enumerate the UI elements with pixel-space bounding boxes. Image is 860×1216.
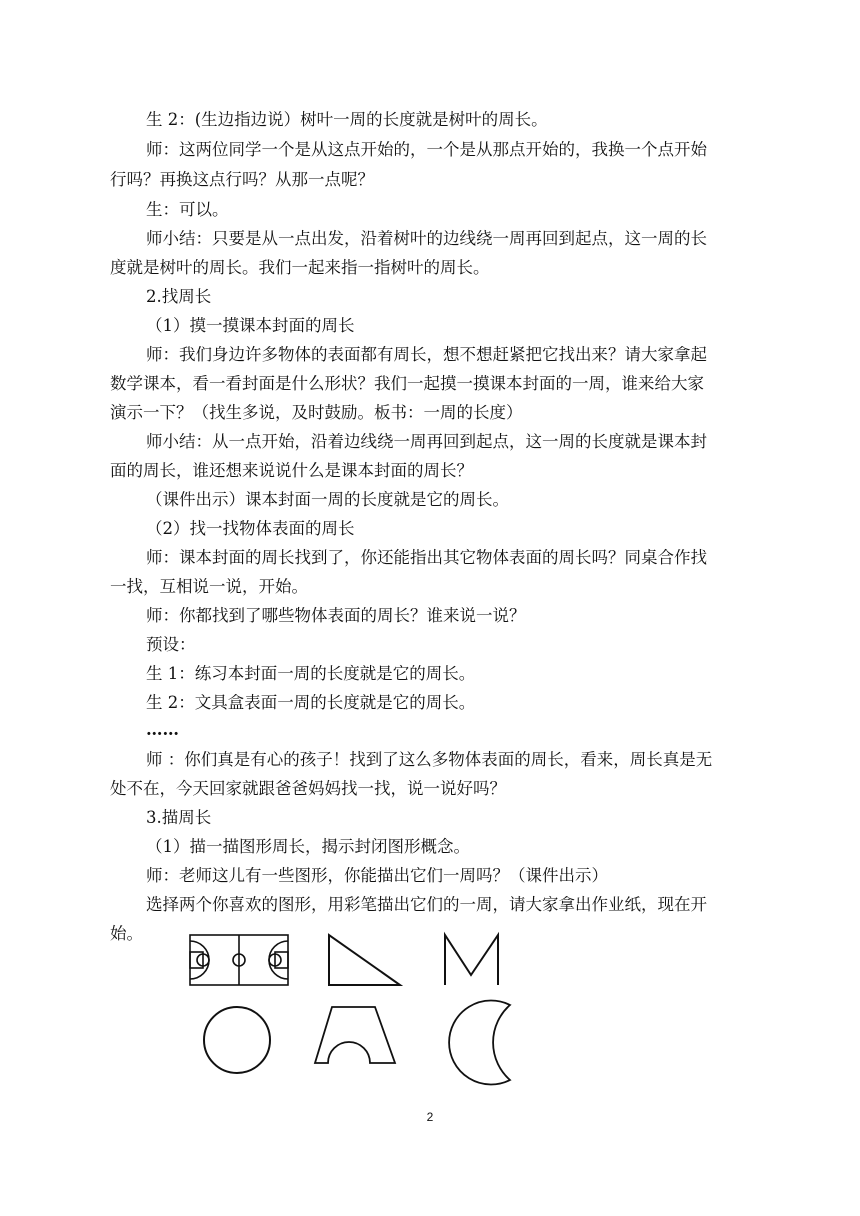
text-line: 生：可以。 [146,200,229,219]
section-heading: 3.描周长 [146,808,212,827]
text-line: 选择两个你喜欢的图形，用彩笔描出它们的一周，请大家拿出作业纸，现在开 [146,895,707,914]
text-line: 始。 [110,924,143,943]
subsection-heading: （2）找一找物体表面的周长 [146,519,355,538]
text-line: 生 1：练习本封面一周的长度就是它的周长。 [146,664,476,683]
text-line: 师小结：从一点开始，沿着边线绕一周再回到起点，这一周的长度就是课本封 [146,432,707,451]
subsection-heading: （1）描一描图形周长，揭示封闭图形概念。 [146,837,470,856]
ellipsis-line: …… [146,720,179,739]
text-line: 师：老师这儿有一些图形，你能描出它们一周吗？（课件出示） [146,866,608,885]
circle-shape [204,1007,270,1073]
subsection-heading: （1）摸一摸课本封面的周长 [146,316,355,335]
section-heading: 2.找周长 [146,287,212,306]
text-line: 一找，互相说一说，开始。 [110,577,308,596]
text-line: 师：我们身边许多物体的表面都有周长，想不想赶紧把它找出来？请大家拿起 [146,345,707,364]
basketball-court-shape [190,935,288,985]
text-line: 数学课本，看一看封面是什么形状？我们一起摸一摸课本封面的一周，谁来给大家 [110,374,704,393]
right-triangle-shape [329,935,400,985]
text-line: 师：课本封面的周长找到了，你还能指出其它物体表面的周长吗？同桌合作找 [146,548,707,567]
letter-m-shape [445,935,498,985]
text-line: 行吗？再换这点行吗？从那一点呢？ [110,170,374,189]
text-line: 师：这两位同学一个是从这点开始的，一个是从那点开始的，我换一个点开始 [146,140,707,159]
text-line: 师小结：只要是从一点出发，沿着树叶的边线绕一周再回到起点，这一周的长 [146,229,707,248]
text-line: 处不在，今天回家就跟爸爸妈妈找一找，说一说好吗？ [110,779,506,798]
text-line: 面的周长，谁还想来说说什么是课本封面的周长？ [110,461,473,480]
arch-shape [315,1007,395,1063]
text-line: 演示一下？（找生多说，及时鼓励。板书：一周的长度） [110,403,523,422]
text-line: 师：你都找到了哪些物体表面的周长？谁来说一说？ [146,606,526,625]
text-line: 度就是树叶的周长。我们一起来指一指树叶的周长。 [110,258,490,277]
text-line: 生 2：(生边指边说）树叶一周的长度就是树叶的周长。 [146,110,548,129]
crescent-moon-shape [449,1001,510,1085]
shapes-figure [180,925,520,1090]
text-line: 生 2：文具盒表面一周的长度就是它的周长。 [146,693,476,712]
text-line: 预设： [146,635,196,654]
page-number: 2 [426,1110,434,1124]
text-line: （课件出示）课本封面一周的长度就是它的周长。 [146,490,509,509]
text-line: 师 ：你们真是有心的孩子！找到了这么多物体表面的周长，看来，周长真是无 [146,750,713,769]
